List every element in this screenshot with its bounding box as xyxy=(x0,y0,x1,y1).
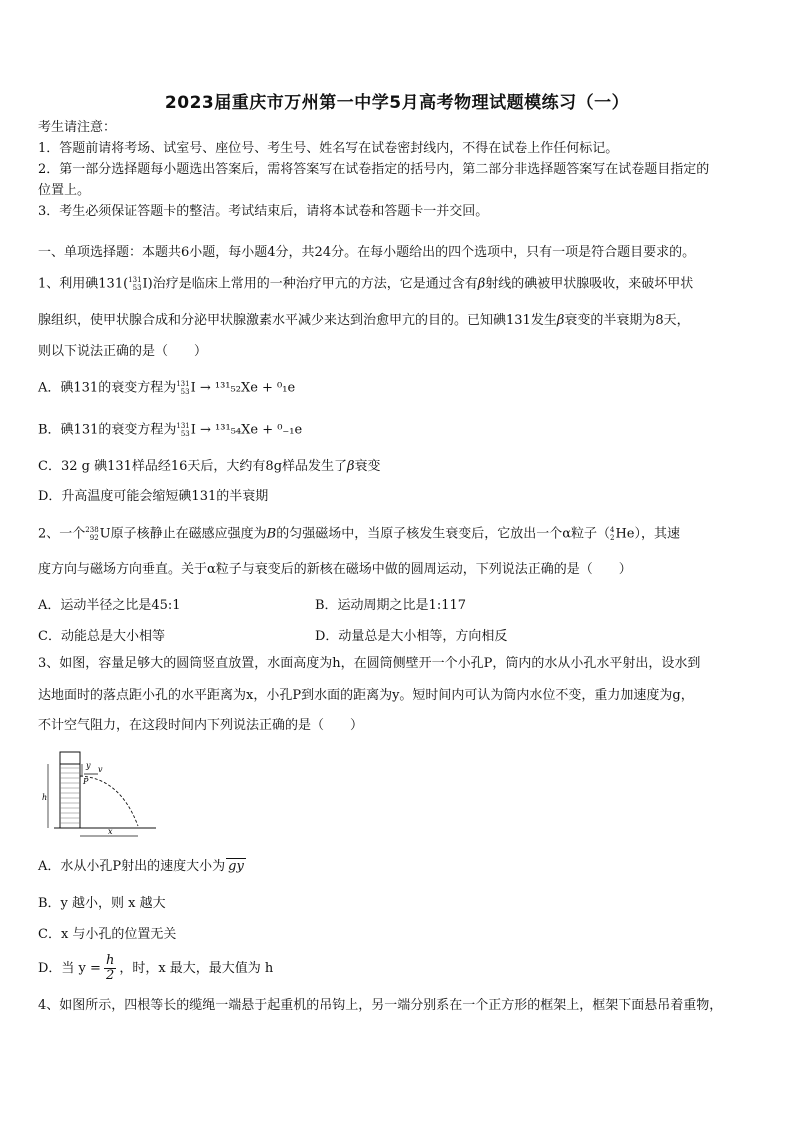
iodine-symbol: I xyxy=(142,276,148,292)
iodine-mass: 131 xyxy=(176,422,190,430)
helium-symbol: He xyxy=(615,526,635,542)
q3-line2: 达地面时的落点距小孔的水平距离为x，小孔P到水面的距离为y。短时间内可认为筒内水位不变，重力加速度为g， xyxy=(38,688,694,703)
q3-option-d-text: D．当 y = xyxy=(38,961,101,976)
beta-symbol: β xyxy=(477,276,486,292)
iodine-mass: 131 xyxy=(176,380,190,388)
notice-item-2-cont: 位置上。 xyxy=(38,183,91,198)
q2-option-b: B．运动周期之比是1:117 xyxy=(315,598,467,613)
q3-option-a-text: A．水从小孔P射出的速度大小为 xyxy=(38,859,226,874)
label-p: P xyxy=(83,777,89,786)
cylinder-outline xyxy=(60,752,80,828)
fraction-numerator: h xyxy=(105,953,115,968)
q1-option-c xyxy=(38,459,381,475)
cylinder-figure xyxy=(40,748,160,840)
q1-option-d: D．升高温度可能会缩短碘131的半衰期 xyxy=(38,489,269,504)
q1-text-e: 衰变的半衰期为8天， xyxy=(564,313,690,328)
page-title: 2023届重庆市万州第一中学5月高考物理试题模练习（一） xyxy=(164,93,630,113)
q1-option-c-tail: 衰变 xyxy=(354,459,381,474)
q1-option-a-equation: → ¹³¹₅₂Xe + ⁰₁e xyxy=(199,380,296,396)
beta-symbol: β xyxy=(556,313,565,328)
q3-option-c: C．x 与小孔的位置无关 xyxy=(38,927,177,942)
iodine-charge: 53 xyxy=(180,430,190,438)
iodine-symbol: I xyxy=(190,422,196,438)
q1-line3: 则以下说法正确的是（ ） xyxy=(38,344,208,359)
q1-option-a xyxy=(38,380,295,397)
helium-charge: 2 xyxy=(609,534,615,542)
q2-option-d: D．动量总是大小相等，方向相反 xyxy=(315,629,508,644)
q2-line2: 度方向与磁场方向垂直。关于α粒子与衰变后的新核在磁场中做的圆周运动，下列说法正确的是（ ） xyxy=(38,562,632,577)
notice-item-3: 3．考生必须保证答题卡的整洁。考试结束后，请将本试卷和答题卡一并交回。 xyxy=(38,204,489,219)
q1-text-a: 1、利用碘131( xyxy=(38,276,129,292)
iodine-symbol: I xyxy=(190,380,196,396)
fraction-h-over-2 xyxy=(104,954,116,983)
label-h: h xyxy=(42,793,48,802)
q1-text-d: 腺组织，使甲状腺合成和分泌甲状腺激素水平减少来达到治愈甲亢的目的。已知碘131发生 xyxy=(38,313,557,328)
q2-option-c: C．动能总是大小相等 xyxy=(38,629,165,644)
notice-item-1: 1．答题前请将考场、试室号、座位号、考生号、姓名写在试卷密封线内，不得在试卷上作任何标记。 xyxy=(38,141,619,156)
q2-option-a: A．运动半径之比是45:1 xyxy=(38,598,181,613)
b-field-symbol: B xyxy=(266,526,277,542)
uranium-charge: 92 xyxy=(89,534,99,542)
iodine-nuclide-numbers xyxy=(176,380,189,396)
q2-text-b: 原子核静止在磁感应强度为 xyxy=(110,526,267,542)
q2-text-d: ），其速 xyxy=(634,526,680,542)
water-hatch xyxy=(60,768,80,823)
q1-line1 xyxy=(38,276,693,293)
q3-option-b: B．y 越小，则 x 越大 xyxy=(38,896,166,911)
helium-mass: 4 xyxy=(609,526,615,534)
label-v: v xyxy=(98,765,103,774)
q1-text-c: 射线的碘被甲状腺吸收，来破坏甲状 xyxy=(485,276,694,292)
iodine-nuclide-numbers xyxy=(176,422,189,438)
q1-option-c-text: C．32 g 碘131样品经16天后，大约有8g样品发生了 xyxy=(38,459,348,474)
uranium-symbol: U xyxy=(99,526,111,542)
helium-nuclide-numbers xyxy=(610,526,614,542)
iodine-charge: 53 xyxy=(180,388,190,396)
water-jet-trajectory xyxy=(80,776,138,826)
uranium-nuclide-numbers xyxy=(85,526,98,542)
sqrt-gy: gy xyxy=(228,859,244,874)
notice-heading: 考生请注意： xyxy=(38,120,117,135)
q3-option-d xyxy=(38,954,273,984)
iodine-nuclide-numbers xyxy=(128,276,141,292)
q3-option-a xyxy=(38,858,246,875)
iodine-charge: 53 xyxy=(132,284,142,292)
q1-option-b-equation: → ¹³¹₅₄Xe + ⁰₋₁e xyxy=(200,422,303,438)
q2-text-c: 的匀强磁场中，当原子核发生衰变后，它放出一个α粒子（ xyxy=(276,526,610,542)
q1-option-b xyxy=(38,422,302,439)
q1-option-b-text: B．碘131的衰变方程为 xyxy=(38,422,177,438)
q3-line1: 3、如图，容量足够大的圆筒竖直放置，水面高度为h，在圆筒侧壁开一个小孔P，筒内的水从小孔水平射出，设水到 xyxy=(38,656,701,671)
beta-symbol: β xyxy=(347,459,355,474)
label-y: y xyxy=(86,761,91,770)
iodine-mass: 131 xyxy=(128,276,142,284)
q1-text-b: )治疗是临床上常用的一种治疗甲亢的方法，它是通过含有 xyxy=(147,276,478,292)
q3-line3: 不计空气阻力，在这段时间内下列说法正确的是（ ） xyxy=(38,718,364,733)
q2-line1 xyxy=(38,526,680,543)
label-x: x xyxy=(108,827,113,836)
q4-line1: 4、如图所示，四根等长的缆绳一端悬于起重机的吊钩上，另一端分别系在一个正方形的框架上，框架下面悬吊着重物， xyxy=(38,998,723,1013)
section-heading: 一、单项选择题：本题共6小题，每小题4分，共24分。在每小题给出的四个选项中，只有一项是符合题目要求的。 xyxy=(38,245,696,260)
q1-line2 xyxy=(38,313,690,329)
uranium-mass: 238 xyxy=(85,526,99,534)
notice-item-2: 2．第一部分选择题每小题选出答案后，需将答案写在试卷指定的括号内，第二部分非选择题答案写在试卷题目指定的 xyxy=(38,162,710,177)
fraction-denominator: 2 xyxy=(105,968,115,983)
q1-option-a-text: A．碘131的衰变方程为 xyxy=(38,380,177,396)
q3-option-d-tail: ，时，x 最大，最大值为 h xyxy=(119,961,274,976)
q2-text-a: 2、一个 xyxy=(38,526,86,542)
